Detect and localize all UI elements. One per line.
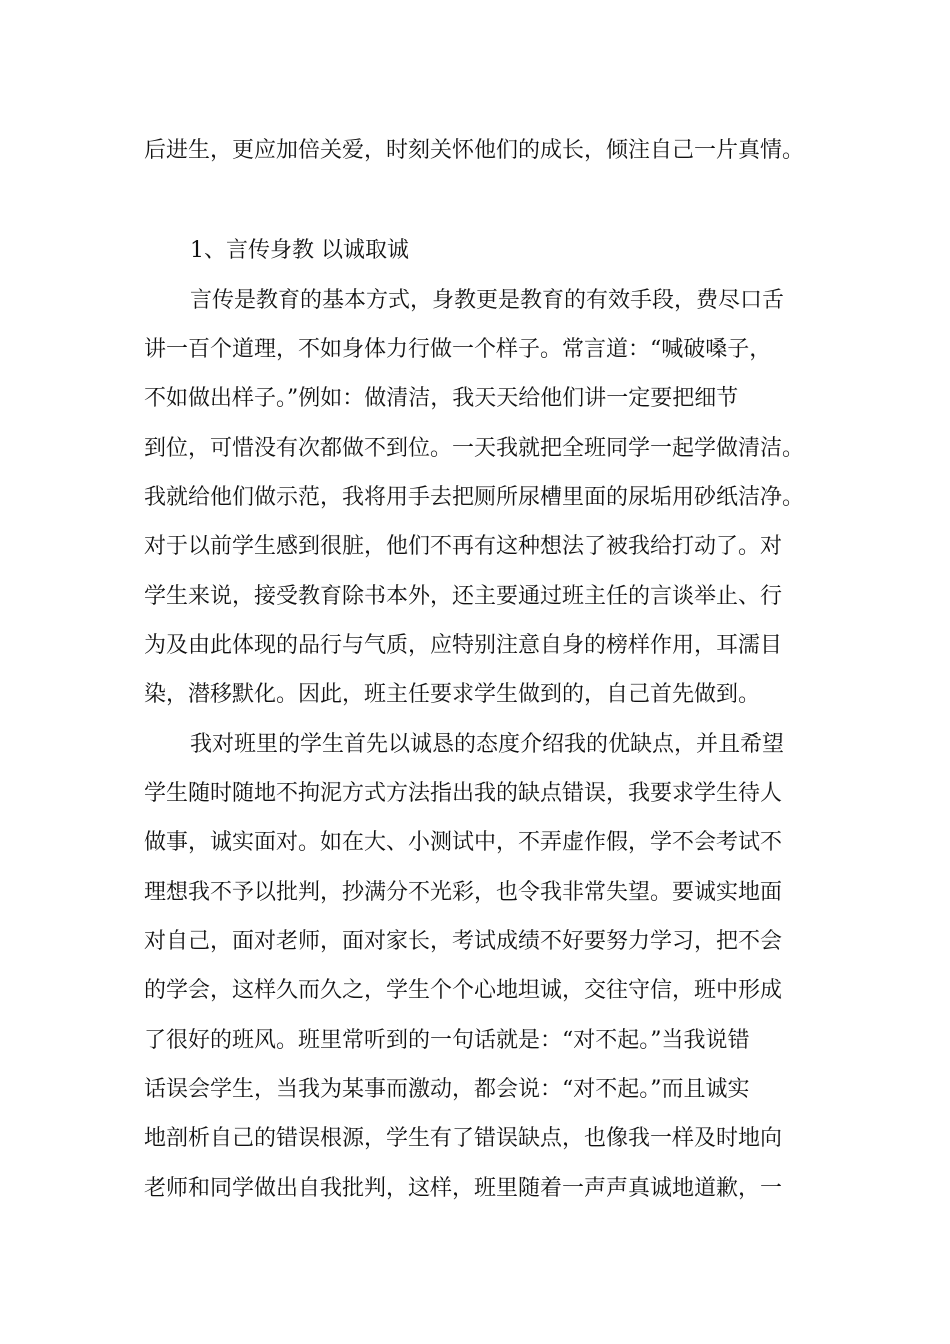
paragraph-first-line: 言传是教育的基本方式，身教更是教育的有效手段，费尽口舌	[190, 288, 785, 313]
text-line: 不如做出样子。”例如：做清洁，我天天给他们讲一定要把细节	[144, 386, 739, 411]
text-line: 学生来说，接受教育除书本外，还主要通过班主任的言谈举止、行	[144, 584, 783, 609]
text-line: 对于以前学生感到很脏，他们不再有这种想法了被我给打动了。对	[144, 534, 783, 559]
text-line: 话误会学生，当我为某事而激动，都会说：“对不起。”而且诚实	[144, 1077, 750, 1102]
text-line: 讲一百个道理，不如身体力行做一个样子。常言道：“喊破嗓子，	[144, 337, 772, 362]
text-line: 老师和同学做出自我批判，这样，班里随着一声声真诚地道歉，一	[144, 1176, 783, 1201]
text-line: 染，潜移默化。因此，班主任要求学生做到的，自己首先做到。	[144, 682, 761, 707]
text-line: 做事，诚实面对。如在大、小测试中，不弄虚作假，学不会考试不	[144, 830, 783, 855]
text-line: 理想我不予以批判，抄满分不光彩，也令我非常失望。要诚实地面	[144, 880, 783, 905]
text-line: 的学会，这样久而久之，学生个个心地坦诚，交往守信，班中形成	[144, 978, 783, 1003]
text-line: 学生随时随地不拘泥方式方法指出我的缺点错误，我要求学生待人	[144, 781, 783, 806]
text-line: 为及由此体现的品行与气质，应特别注意自身的榜样作用，耳濡目	[144, 633, 783, 658]
text-line: 到位，可惜没有次都做不到位。一天我就把全班同学一起学做清洁。	[144, 436, 805, 461]
text-line: 我就给他们做示范，我将用手去把厕所尿槽里面的尿垢用砂纸洁净。	[144, 485, 805, 510]
text-line: 对自己，面对老师，面对家长，考试成绩不好要努力学习，把不会	[144, 929, 783, 954]
text-line: 后进生，更应加倍关爱，时刻关怀他们的成长，倾注自己一片真情。	[144, 138, 805, 163]
text-line: 地剖析自己的错误根源，学生有了错误缺点，也像我一样及时地向	[144, 1126, 783, 1151]
text-line: 了很好的班风。班里常听到的一句话就是：“对不起。”当我说错	[144, 1028, 750, 1053]
section-heading: 1、言传身教 以诚取诚	[190, 238, 409, 263]
paragraph-first-line: 我对班里的学生首先以诚恳的态度介绍我的优缺点，并且希望	[190, 732, 785, 757]
